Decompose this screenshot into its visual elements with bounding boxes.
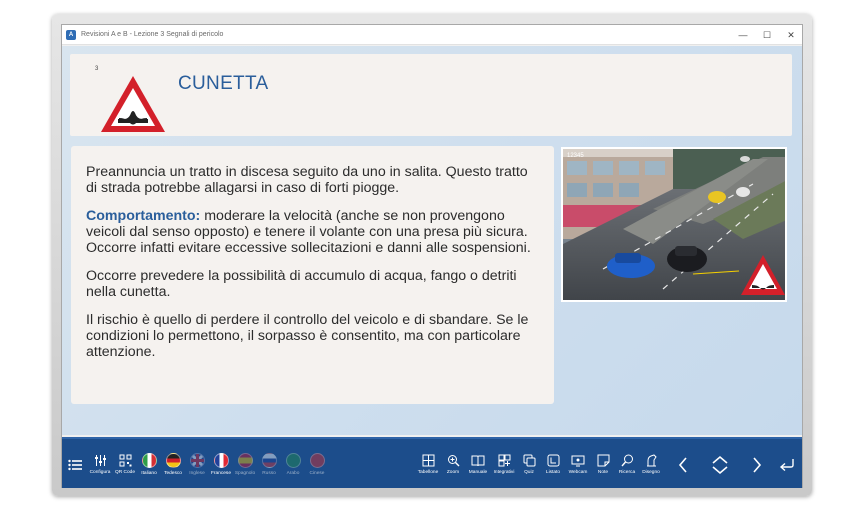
behavior-text: moderare la velocità (anche se non provengono veicoli dal senso opposto) e tenere il volante con una presa più sicura. Occorre infatti evitare eccessive sollecitazioni e danni alle sospensioni. [86, 208, 531, 256]
note-button[interactable] [592, 439, 614, 490]
zoom-icon [447, 454, 460, 467]
draw-icon [645, 454, 658, 467]
next-button[interactable] [744, 439, 770, 490]
minimize-button[interactable]: — [738, 30, 748, 40]
extra-icon [498, 454, 511, 467]
app-window [61, 24, 803, 488]
tool-label: Zoom [446, 470, 460, 475]
webcam-button[interactable] [566, 439, 590, 490]
road-scene-illustration [563, 149, 787, 302]
lang-tedesco-button[interactable] [162, 439, 184, 490]
slide-canvas [62, 46, 802, 435]
ricerca-button[interactable] [616, 439, 638, 490]
lang-label: Tedesco [164, 471, 182, 476]
lang-label: Arabo [286, 471, 300, 476]
danger-sign-dip-icon [98, 73, 168, 135]
qr-code-button[interactable] [114, 439, 136, 490]
quiz-icon [523, 454, 536, 467]
lang-russo-button[interactable] [258, 439, 280, 490]
lang-label: Francese [211, 471, 231, 476]
qr-code-icon [119, 454, 132, 467]
lang-spagnolo-button[interactable] [234, 439, 256, 490]
disegno-button[interactable] [640, 439, 662, 490]
france-flag-icon [214, 453, 229, 468]
menu-icon [68, 459, 82, 471]
lang-cinese-button[interactable] [306, 439, 328, 490]
slide-header [70, 54, 792, 136]
app-icon: A [66, 30, 76, 40]
spain-flag-icon [238, 453, 253, 468]
configura-label: Configura [89, 470, 111, 475]
china-flag-icon [310, 453, 325, 468]
behavior-label: Comportamento: [86, 208, 201, 224]
tool-label: Quiz [524, 470, 534, 475]
germany-flag-icon [166, 453, 181, 468]
lang-francese-button[interactable] [210, 439, 232, 490]
russia-flag-icon [262, 453, 277, 468]
road-photo[interactable] [561, 147, 787, 302]
quiz-button[interactable] [518, 439, 540, 490]
page-number: 3 [95, 66, 99, 72]
tool-label: Integrativi [493, 470, 515, 475]
maximize-button[interactable]: ☐ [762, 30, 772, 40]
lang-label: Italiano [141, 471, 157, 476]
paragraph-intro: Preannuncia un tratto in discesa seguito da uno in salita. Questo tratto di strada potrebbe allagarsi in caso di forti piogge. [86, 164, 528, 196]
search-icon [621, 454, 634, 467]
arabic-flag-icon [286, 453, 301, 468]
paragraph-risk: Il rischio è quello di perdere il controllo del veicolo e di sbandare. Se le condizioni lo permettono, il sorpasso è consentito, ma con particolare attenzione. [86, 312, 529, 360]
qr-code-label: QR Code [115, 470, 135, 475]
tool-label: Note [597, 470, 609, 475]
page-title: CUNETTA [178, 73, 269, 94]
close-button[interactable]: ✕ [787, 30, 795, 40]
tool-label: Listato [545, 470, 561, 475]
return-button[interactable] [774, 439, 800, 490]
tool-label: Webcam [568, 469, 588, 475]
up-down-icon [711, 455, 729, 475]
bottom-toolbar [62, 437, 802, 488]
tool-label: Ricerca [618, 470, 636, 475]
lang-italiano-button[interactable] [138, 439, 160, 490]
board-icon [422, 454, 435, 467]
book-icon [471, 454, 485, 467]
next-icon [752, 457, 762, 473]
content-card [71, 146, 554, 404]
road-label: 12345 [567, 153, 584, 159]
previous-icon [678, 457, 688, 473]
zoom-button[interactable] [442, 439, 464, 490]
paragraph-water: Occorre prevedere la possibilità di accumulo di acqua, fango o detriti nella cunetta. [86, 268, 517, 300]
configura-button[interactable] [88, 439, 112, 490]
menu-button[interactable] [66, 439, 84, 490]
up-down-button[interactable] [707, 439, 733, 490]
lang-label: Inglese [189, 471, 205, 476]
integrativi-button[interactable] [492, 439, 516, 490]
list-icon [547, 454, 560, 467]
lang-inglese-button[interactable] [186, 439, 208, 490]
lang-arabo-button[interactable] [282, 439, 304, 490]
uk-flag-icon [190, 453, 205, 468]
tool-label: Manuale [468, 470, 488, 475]
previous-button[interactable] [670, 439, 696, 490]
lang-label: Cinese [309, 471, 325, 476]
sliders-icon [94, 454, 107, 467]
tool-label: Tabellone [417, 470, 439, 475]
webcam-icon [571, 455, 585, 467]
note-icon [597, 454, 610, 467]
lang-label: Spagnolo [234, 471, 256, 476]
tabellone-button[interactable] [416, 439, 440, 490]
lang-label: Russo [262, 471, 276, 476]
window-title: Revisioni A e B - Lezione 3 Segnali di pericolo [81, 31, 224, 38]
title-bar [62, 25, 802, 45]
manuale-button[interactable] [466, 439, 490, 490]
return-icon [779, 458, 795, 472]
paragraph-behavior [86, 208, 540, 256]
tool-label: Disegno [642, 470, 660, 475]
listato-button[interactable] [542, 439, 564, 490]
italy-flag-icon [142, 453, 157, 468]
